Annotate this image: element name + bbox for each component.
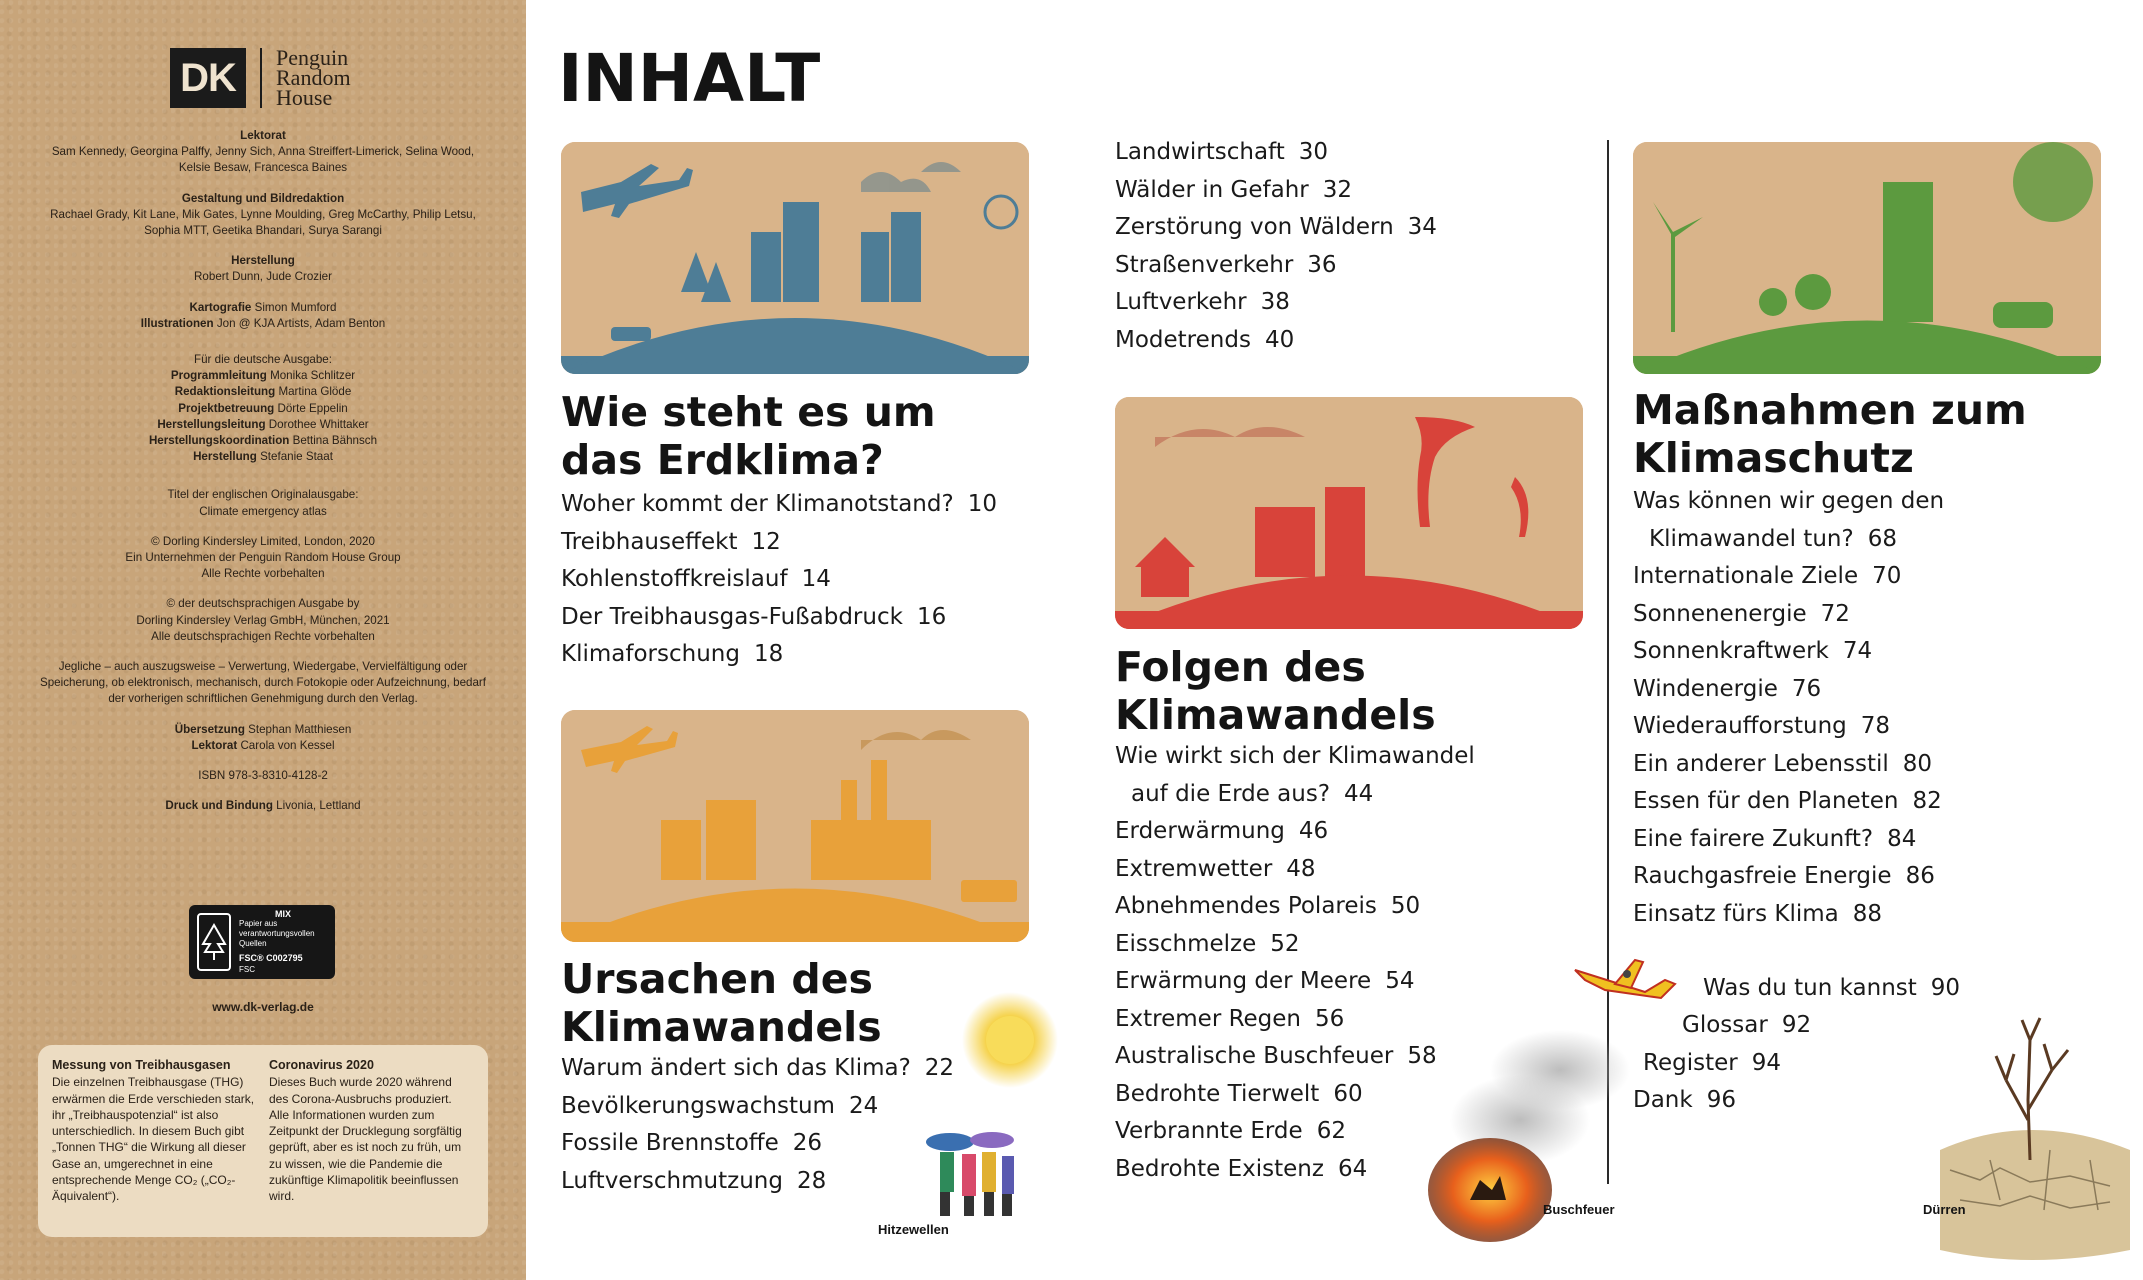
note-emissions: Messung von Treibhausgasen Die einzelnen Treibhausgase (THG) erwärmen die Erde verschieden stark, ihr „Treibhauspotenzial“ ist also unterschiedlich. In diesem Buch gibt „Tonnen THG“ die Wirkung all dieser Gase an, umgerechnet in eine entsprechende Menge CO₂ („CO₂-Äquivalent“). — [52, 1058, 255, 1204]
toc-entry[interactable]: Kohlenstoffkreislauf 14 — [561, 566, 831, 592]
page-title: INHALT — [558, 40, 821, 117]
toc-entry[interactable]: Essen für den Planeten 82 — [1633, 788, 1942, 814]
toc-entry[interactable]: Warum ändert sich das Klima? 22 — [561, 1055, 955, 1081]
illustration-climate-protection — [1633, 142, 2101, 374]
toc-section-4 — [1633, 483, 1944, 933]
section-title-protection: Maßnahmen zum Klimaschutz — [1633, 386, 2027, 482]
toc-entry[interactable]: Einsatz fürs Klima 88 — [1633, 900, 1883, 927]
toc-section-2a — [561, 1050, 954, 1200]
toc-entry[interactable]: Modetrends 40 — [1115, 326, 1295, 353]
toc-entry[interactable]: Glossar 92 — [1682, 1012, 1812, 1038]
illustration-climate-state — [561, 142, 1029, 374]
heatwave-people-photo — [920, 1130, 1030, 1220]
toc-entry[interactable]: Windenergie 76 — [1633, 675, 1822, 702]
firefighting-plane-icon — [1565, 940, 1685, 1020]
toc-entry[interactable]: Eine fairere Zukunft? 84 — [1633, 825, 1917, 852]
toc-entry[interactable]: Bedrohte Tierwelt 60 — [1115, 1080, 1363, 1107]
toc-entry[interactable]: Fossile Brennstoffe 26 — [561, 1130, 823, 1156]
section-title-causes: Ursachen des Klimawandels — [561, 955, 882, 1051]
sun-icon — [960, 990, 1060, 1090]
toc-back-matter-1 — [1703, 970, 1960, 1008]
toc-back-matter-2 — [1682, 1007, 1811, 1045]
fsc-label: MIX Papier aus verantwortungsvollen Quellen FSC® C002795 FSC — [189, 905, 335, 979]
toc-entry[interactable]: Zerstörung von Wäldern 34 — [1115, 214, 1437, 240]
credit-printing: Druck und Bindung Livonia, Lettland — [165, 799, 361, 813]
credit-lektorat: Lektorat Sam Kennedy, Georgina Palffy, Jenny Sich, Anna Streiffert-Limerick, Selina Wood, Kelsie Besaw, Francesca Baines — [51, 129, 475, 175]
info-notes-box — [38, 1045, 488, 1237]
dk-logo: DK — [170, 48, 246, 108]
toc-entry[interactable]: Was du tun kannst 90 — [1703, 975, 1961, 1001]
imprint-column — [0, 0, 526, 1280]
toc-entry[interactable]: Sonnenkraftwerk 74 — [1633, 638, 1873, 664]
drought-tree-photo — [1930, 1000, 2140, 1260]
isbn: ISBN 978-3-8310-4128-2 — [198, 769, 328, 783]
toc-entry[interactable]: Was können wir gegen den — [1633, 488, 1945, 514]
toc-back-matter-4 — [1633, 1082, 1736, 1120]
toc-entry[interactable]: Luftverschmutzung 28 — [561, 1167, 827, 1194]
toc-entry[interactable]: auf die Erde aus? 44 — [1131, 780, 1374, 807]
website-link[interactable]: www.dk-verlag.de — [212, 1000, 314, 1014]
toc-entry[interactable]: Klimawandel tun? 68 — [1649, 525, 1897, 552]
rights-notice: Jegliche – auch auszugsweise – Verwertung, Wiedergabe, Vervielfältigung oder Speicherung, ob elektronisch, mechanisch, durch Fotokopie oder Aufzeichnung, bedarf der vorherigen schriftlichen Genehmigung durch den Verlag. — [40, 660, 486, 706]
toc-entry[interactable]: Register 94 — [1643, 1050, 1781, 1076]
toc-entry[interactable]: Verbrannte Erde 62 — [1115, 1118, 1346, 1144]
toc-entry[interactable]: Bedrohte Existenz 64 — [1115, 1155, 1368, 1182]
toc-entry[interactable]: Woher kommt der Klimanotstand? 10 — [561, 491, 997, 517]
credit-kartografie: Kartografie Simon Mumford Illustrationen Jon @ KJA Artists, Adam Benton — [140, 300, 386, 330]
toc-section-1 — [561, 486, 997, 674]
credit-herstellung: Herstellung Robert Dunn, Jude Crozier — [194, 254, 332, 284]
credit-translation: Übersetzung Stephan Matthiesen Lektorat Carola von Kessel — [174, 722, 352, 752]
toc-entry[interactable]: Eisschmelze 52 — [1115, 930, 1300, 957]
toc-entry[interactable]: Wiederaufforstung 78 — [1633, 713, 1891, 739]
section-title-consequences: Folgen des Klimawandels — [1115, 643, 1436, 739]
toc-entry[interactable]: Ein anderer Lebensstil 80 — [1633, 750, 1933, 777]
toc-entry[interactable]: Dank 96 — [1633, 1087, 1736, 1113]
section-title-climate-state: Wie steht es um das Erdklima? — [561, 388, 936, 484]
illustration-consequences — [1115, 397, 1583, 629]
toc-entry[interactable]: Erderwärmung 46 — [1115, 818, 1329, 844]
copyright-german: © der deutschsprachigen Ausgabe by Dorling Kindersley Verlag GmbH, München, 2021 Alle deutschsprachigen Rechte vorbehalten — [136, 597, 390, 643]
note-coronavirus: Coronavirus 2020 Dieses Buch wurde 2020 während des Corona-Ausbruchs produziert. Alle Informationen wurden zum Zeitpunkt der Drucklegung sorgfältig geprüft, aber es ist noch zu früh, um zu wissen, wie die Pandemie die zukünftige Klimapolitik beeinflussen wird. — [269, 1058, 462, 1204]
toc-entry[interactable]: Der Treibhausgas-Fußabdruck 16 — [561, 603, 947, 630]
illustration-causes — [561, 710, 1029, 942]
toc-entry[interactable]: Extremer Regen 56 — [1115, 1005, 1345, 1032]
toc-entry[interactable]: Internationale Ziele 70 — [1633, 563, 1902, 589]
toc-entry[interactable]: Australische Buschfeuer 58 — [1115, 1043, 1437, 1069]
original-title: Titel der englischen Originalausgabe: Climate emergency atlas — [167, 488, 359, 518]
toc-entry[interactable]: Rauchgasfreie Energie 86 — [1633, 863, 1935, 889]
penguin-random-house-logo: Penguin Random House — [276, 45, 351, 110]
toc-entry[interactable]: Treibhauseffekt 12 — [561, 528, 781, 555]
toc-entry[interactable]: Klimaforschung 18 — [561, 641, 784, 667]
toc-entry[interactable]: Extremwetter 48 — [1115, 855, 1316, 882]
toc-entry[interactable]: Abnehmendes Polareis 50 — [1115, 893, 1421, 919]
credit-gestaltung: Gestaltung und Bildredaktion Rachael Grady, Kit Lane, Mik Gates, Lynne Moulding, Greg McCarthy, Philip Letsu, Sophia MTT, Geetika Bhandari, Surya Sarangi — [50, 191, 476, 238]
caption-bushfire: Buschfeuer — [1543, 1202, 1615, 1217]
fsc-tree-icon — [197, 913, 231, 971]
toc-entry[interactable]: Erwärmung der Meere 54 — [1115, 968, 1415, 994]
caption-droughts: Dürren — [1923, 1202, 1966, 1217]
toc-entry[interactable]: Bevölkerungswachstum 24 — [561, 1092, 879, 1119]
toc-section-2b — [1115, 134, 1437, 359]
toc-entry[interactable]: Straßenverkehr 36 — [1115, 251, 1337, 278]
credits-block — [40, 128, 486, 829]
toc-entry[interactable]: Luftverkehr 38 — [1115, 289, 1290, 315]
toc-back-matter-3 — [1643, 1045, 1781, 1083]
toc-entry[interactable]: Landwirtschaft 30 — [1115, 139, 1329, 165]
toc-entry[interactable]: Wälder in Gefahr 32 — [1115, 176, 1353, 203]
caption-heatwaves: Hitzewellen — [878, 1222, 949, 1237]
copyright-original: © Dorling Kindersley Limited, London, 2020 Ein Unternehmen der Penguin Random House Group Alle Rechte vorbehalten — [125, 534, 401, 581]
toc-entry[interactable]: Sonnenenergie 72 — [1633, 600, 1850, 627]
logo-divider — [260, 48, 262, 108]
publisher-logo — [170, 45, 351, 110]
credit-german-edition: Für die deutsche Ausgabe: Programmleitung Monika Schlitzer Redaktionsleitung Martina Glöde Projektbetreuung Dörte Eppelin Herstellungsleitung Dorothee Whittaker Herstellungskoordination Bettina Bähnsch Herstellung Stefanie Staat — [148, 353, 378, 464]
toc-entry[interactable]: Wie wirkt sich der Klimawandel — [1115, 743, 1475, 769]
